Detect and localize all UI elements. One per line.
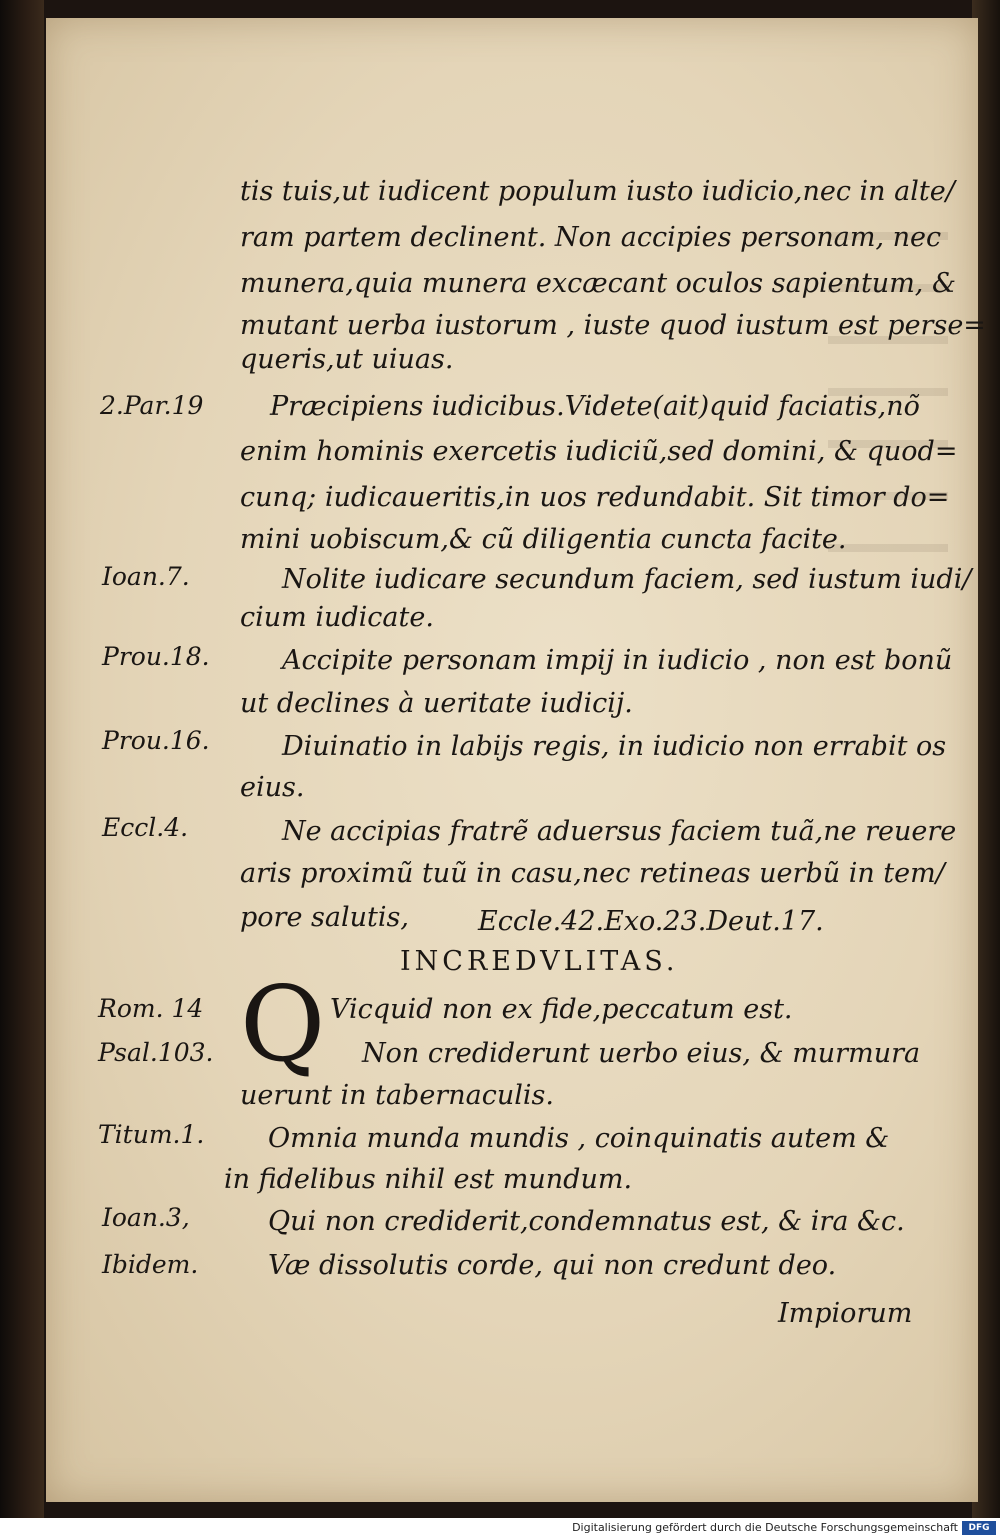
footer-bar <box>0 1518 1000 1538</box>
catchword: Impiorum <box>778 1298 913 1329</box>
text-line: enim hominis exercetis iudiciũ,sed domini, & quod= <box>240 436 958 467</box>
text-line: ut declines à ueritate iudicij. <box>240 688 633 719</box>
text-line: Ne accipias fratrẽ aduersus faciem tuã,ne reuere <box>282 816 957 847</box>
text-line: Nolite iudicare secundum faciem, sed iustum iudi/ <box>282 564 972 595</box>
text-line: in fidelibus nihil est mundum. <box>224 1164 633 1195</box>
margin-ref: Psal.103. <box>98 1038 214 1067</box>
text-line: cium iudicate. <box>240 602 434 633</box>
drop-initial: Q <box>240 963 326 1085</box>
text-line: mutant uerba iustorum , iuste quod iustum est perse= <box>240 310 986 341</box>
margin-ref: Ioan.3, <box>102 1203 190 1232</box>
text-line: mini uobiscum,& cũ diligentia cuncta facite. <box>240 524 847 555</box>
text-line: Væ dissolutis corde, qui non credunt deo. <box>268 1250 837 1281</box>
text-line: Qui non crediderit,condemnatus est, & ira &c. <box>268 1206 905 1237</box>
margin-ref: Ioan.7. <box>102 562 190 591</box>
text-line: Præcipiens iudicibus.Videte(ait)quid faciatis,nõ <box>270 391 920 422</box>
text-line: Omnia munda mundis , coinquinatis autem & <box>268 1123 890 1154</box>
margin-ref: Prou.16. <box>102 726 210 755</box>
margin-ref: Rom. 14 <box>98 994 204 1023</box>
margin-ref: Titum.1. <box>98 1120 205 1149</box>
book-spine <box>0 0 44 1518</box>
text-line: cunq; iudicaueritis,in uos redundabit. Sit timor do= <box>240 482 950 513</box>
text-line: Non crediderunt uerbo eius, & murmura <box>362 1038 921 1069</box>
section-heading: INCREDVLITAS. <box>400 946 679 977</box>
text-line: pore salutis, <box>240 902 409 933</box>
text-line: aris proximũ tuũ in casu,nec retineas uerbũ in tem/ <box>240 858 945 889</box>
footer-credit: Digitalisierung gefördert durch die Deutsche Forschungsgemeinschaft <box>572 1521 958 1534</box>
text-line: Diuinatio in labijs regis, in iudicio non errabit os <box>282 731 947 762</box>
text-line: Vicquid non ex fide,peccatum est. <box>330 994 793 1025</box>
margin-ref: Eccl.4. <box>102 813 189 842</box>
text-line: ram partem declinent. Non accipies personam, nec <box>240 222 942 253</box>
text-line: munera,quia munera excæcant oculos sapientum, & <box>240 268 957 299</box>
text-line: Accipite personam impij in iudicio , non est bonũ <box>282 645 953 676</box>
margin-ref: Prou.18. <box>102 642 210 671</box>
margin-ref: 2.Par.19 <box>100 391 204 420</box>
text-line: eius. <box>240 772 305 803</box>
margin-ref: Ibidem. <box>102 1250 199 1279</box>
dfg-logo: DFG <box>962 1521 996 1535</box>
text-line: uerunt in tabernaculis. <box>240 1080 554 1111</box>
text-line: Eccle.42.Exo.23.Deut.17. <box>478 906 824 937</box>
text-line: tis tuis,ut iudicent populum iusto iudicio,nec in alte/ <box>240 176 955 207</box>
text-line: queris,ut uiuas. <box>240 344 454 375</box>
